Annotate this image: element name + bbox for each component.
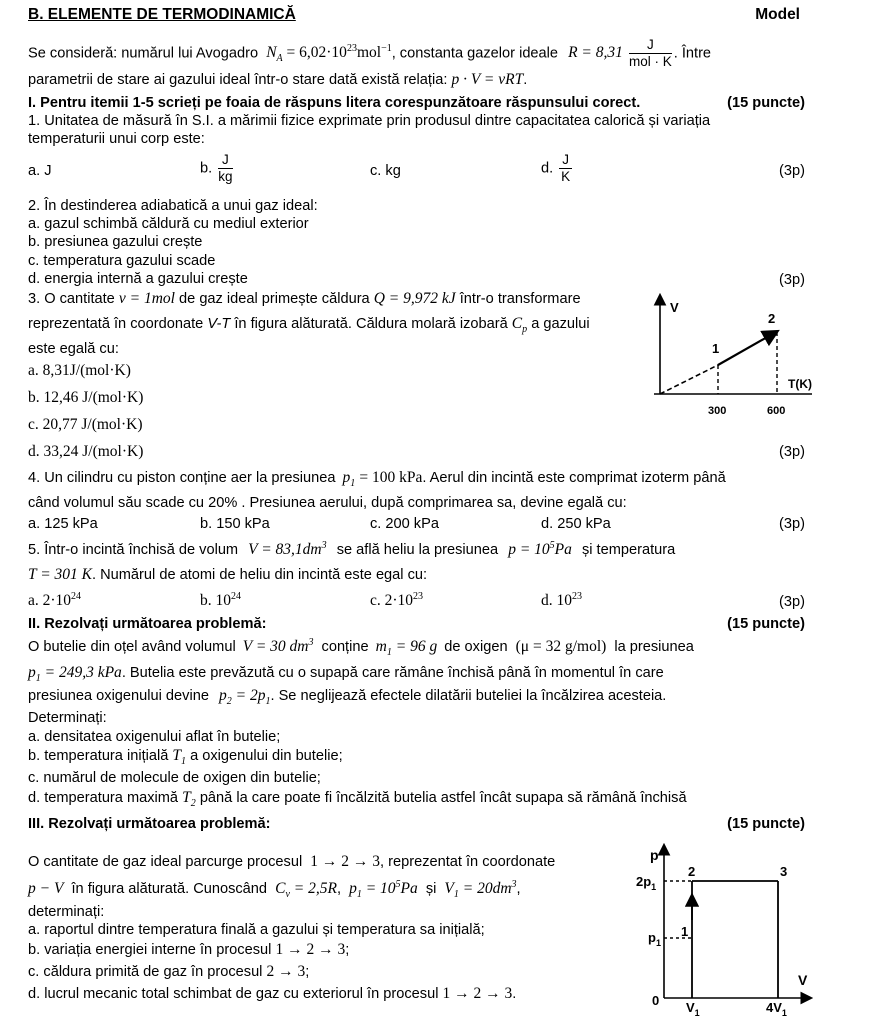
q3-option-d: d. 33,24 J/(mol·K) [28, 443, 144, 460]
q2-option-a: a. gazul schimbă căldură cu mediul exterior [28, 216, 309, 232]
p3-v1-sub: 1 [453, 889, 459, 901]
q3-text-1: 3. O cantitate [28, 291, 115, 307]
p2-item-d-text-2: până la care poate fi încălzită butelia astfel încât supapa să rămână închisă [199, 790, 687, 806]
q1-option-c: c. kg [370, 163, 401, 179]
q3-stem-line-2 [28, 315, 590, 336]
model-label: Model [755, 6, 800, 23]
q1-stem-line-2: temperaturii unui corp este: [28, 131, 205, 147]
p3-v1-value: = 20dm [462, 880, 512, 897]
gas-constant: R = 8,31 [568, 44, 623, 62]
q5-option-b-base: b. 10 [200, 592, 231, 609]
vt-graph [640, 290, 820, 420]
q4-pressure: = 100 kPa [359, 469, 423, 486]
q3-text-6: a gazului [531, 316, 590, 332]
p3-cv-value: = 2,5R [293, 880, 337, 897]
p2-item-b-text-2: a oxigenului din butelie; [190, 748, 343, 764]
intro-period: . [523, 72, 528, 88]
p3-item-b-end: ; [345, 942, 350, 958]
q3-text-4: reprezentată în coordonate [28, 316, 204, 332]
p2-t2-symbol: T [182, 789, 191, 806]
avogadro-exponent: 23 [346, 43, 357, 55]
vt-point-2-label: 2 [768, 311, 776, 326]
q1-points: (3p) [779, 163, 805, 179]
p3-text-3: în figura alăturată. Cunoscând [71, 881, 268, 897]
part3-title: III. Rezolvați următoarea problemă: [28, 816, 271, 832]
q5-stem-line-1 [28, 541, 675, 559]
q1-option-b-label: b. [200, 160, 213, 177]
p3-and: și [425, 881, 437, 897]
avogadro-unit: mol [356, 44, 382, 62]
q1-option-b [200, 152, 235, 185]
q5-option-d-base: d. 10 [541, 592, 572, 609]
q3-points: (3p) [779, 444, 805, 460]
vt-point-1-label: 1 [712, 341, 720, 356]
gas-constant-fraction [629, 37, 672, 70]
q3-option-c: c. 20,77 J/(mol·K) [28, 416, 143, 433]
q4-p-symbol: p [342, 469, 351, 486]
p3-item-a: a. raportul dintre temperatura finală a gazului și temperatura sa inițială; [28, 922, 485, 938]
p2-p1-symbol: p [28, 664, 36, 681]
p2-t1-sub: 1 [181, 756, 187, 768]
p2-line-1 [28, 636, 694, 659]
p2-volume-exp: 3 [308, 636, 314, 648]
p3-v1-symbol: V [444, 880, 454, 897]
p3-process: 1 → 2 → 3 [310, 853, 381, 870]
pv-y-label: p [650, 847, 659, 863]
q5-text-4: . Numărul de atomi de heliu din incintă este egal cu: [92, 567, 428, 583]
q3-heat: Q = 9,972 kJ [373, 290, 456, 307]
p3-item-b [28, 941, 349, 959]
p3-p1-symbol: p [349, 880, 357, 897]
q1-option-d-numerator: J [559, 152, 572, 169]
p2-p1-value: = 249,3 kPa [44, 664, 122, 681]
p2-text-6: presiunea oxigenului devine [28, 688, 209, 704]
q1-option-d-label: d. [541, 160, 554, 177]
p3-v1-exp: 3 [511, 878, 517, 890]
p3-item-d-text: d. lucrul mecanic total schimbat de gaz cu exteriorul în procesul [28, 986, 439, 1002]
vt-x-label: T(K) [788, 377, 812, 391]
p2-p2-sub: 2 [226, 696, 232, 708]
pv-origin-label: 0 [652, 993, 660, 1008]
avogadro-unit-exponent: −1 [381, 43, 392, 55]
p3-comma: , [516, 881, 521, 897]
ideal-gas-equation: p · V = νRT [451, 71, 524, 88]
p3-p1-exp: 5 [395, 878, 401, 890]
part1-title: I. Pentru itemii 1-5 scrieți pe foaia de răspuns litera corespunzătoare răspunsului corect. [28, 95, 641, 111]
p3-item-c-end: ; [305, 964, 310, 980]
q2-option-b: b. presiunea gazului crește [28, 234, 203, 250]
q4-option-a: a. 125 kPa [28, 516, 98, 532]
p3-cv-sub: v [285, 889, 290, 901]
pv-y-2p1-label: $2p_1$ [636, 874, 657, 892]
p2-item-a: a. densitatea oxigenului aflat în butelie; [28, 729, 281, 745]
p3-item-d-end: . [512, 986, 517, 1002]
p2-item-b [28, 747, 343, 768]
q5-text-2: se află heliu la presiunea [336, 542, 499, 558]
q2-option-c: c. temperatura gazului scade [28, 253, 216, 269]
q4-text-1: 4. Un cilindru cu piston conține aer la presiunea [28, 470, 336, 486]
intro-text-3: . Între [673, 45, 712, 62]
p3-text-1: O cantitate de gaz ideal parcurge procesul [28, 854, 303, 870]
q2-stem: 2. În destinderea adiabatică a unui gaz ideal: [28, 198, 318, 214]
q4-stem-line-1 [28, 469, 726, 490]
q5-temperature: T = 301 K [28, 566, 93, 583]
intro-line-2 [28, 71, 527, 89]
p2-p2-value: = 2p [235, 687, 266, 704]
intro-text-2: , constanta gazelor ideale [391, 45, 559, 62]
intro-text: Se consideră: numărul lui Avogadro [28, 45, 259, 62]
p2-volume: V = 30 dm [242, 638, 309, 655]
q4-p-subscript: 1 [350, 478, 356, 490]
pv-point-1-label: 1 [681, 924, 689, 939]
p3-line-1 [28, 853, 555, 871]
pv-x-v1-label: $V_1$ [686, 1000, 700, 1018]
p3-item-d-process: 1 → 2 → 3 [442, 985, 513, 1002]
q4-option-c: c. 200 kPa [370, 516, 439, 532]
p2-text-4: la presiunea [614, 639, 694, 655]
q5-option-c-base: c. 2·10 [370, 592, 414, 609]
p3-line-2: p − V în figura alăturată. Cunoscând $C_v = 2,5R$, $p_1 = 10^5Pa$ și $V_1 = 20dm^3$, [28, 878, 521, 901]
p2-t2-sub: 2 [190, 798, 196, 810]
p3-item-b-text: b. variația energiei interne în procesul [28, 942, 272, 958]
q5-option-a-exp: 24 [71, 590, 82, 602]
q3-text-3: într-o transformare [459, 291, 581, 307]
part3-points: (15 puncte) [727, 816, 805, 832]
intro-line-1 [28, 37, 711, 70]
avogadro-subscript: A [276, 53, 283, 65]
q5-option-c [370, 592, 423, 610]
p3-item-b-process: 1 → 2 → 3 [275, 941, 346, 958]
q3-amount: ν = 1mol [118, 290, 175, 307]
p2-line-2 [28, 664, 664, 685]
q5-option-a [28, 592, 81, 610]
gas-constant-numerator: J [629, 37, 672, 54]
p3-determine: determinați: [28, 904, 105, 920]
q3-cp-subscript: p [522, 324, 528, 336]
q5-points: (3p) [779, 594, 805, 610]
p2-mass-sub: 1 [386, 647, 392, 659]
pv-x-label: V [798, 972, 808, 988]
q5-pressure-unit: Pa [554, 541, 572, 558]
q5-option-a-base: a. 2·10 [28, 592, 72, 609]
p3-item-c-text: c. căldura primită de gaz în procesul [28, 964, 263, 980]
avogadro-symbol: N [266, 44, 277, 62]
q3-option-a: a. 8,31J/(mol·K) [28, 362, 131, 379]
p2-item-d [28, 789, 687, 810]
q3-coords: V-T [207, 316, 231, 332]
q1-option-b-numerator: J [218, 152, 232, 169]
p3-item-d [28, 985, 516, 1003]
p2-text-2: conține [321, 639, 369, 655]
vt-process-arrow [718, 332, 776, 365]
q5-option-c-exp: 23 [413, 590, 424, 602]
q3-text-2: de gaz ideal primește căldura [179, 291, 370, 307]
vt-dashed-line [660, 365, 718, 394]
part2-points: (15 puncte) [727, 616, 805, 632]
q5-pressure: p = 10 [508, 541, 550, 558]
vt-tick-300: 300 [708, 405, 727, 417]
q1-option-d-fraction [559, 152, 572, 185]
section-title: B. ELEMENTE DE TERMODINAMICĂ [28, 6, 296, 23]
q5-option-d [541, 592, 582, 610]
q5-volume-exp: 3 [321, 539, 327, 551]
p2-mass-symbol: m [375, 638, 387, 655]
q4-stem-line-2: când volumul său scade cu 20% . Presiunea aerului, după comprimarea sa, devine egală cu: [28, 495, 627, 511]
p3-p1-value: = 10 [365, 880, 396, 897]
p2-item-d-text: d. temperatura maximă [28, 790, 179, 806]
q5-text-1: 5. Într-o incintă închisă de volum [28, 542, 239, 558]
q3-stem-line-1 [28, 290, 581, 308]
p3-coords: p − V [28, 880, 64, 897]
p3-text-2: , reprezentat în coordonate [380, 854, 556, 870]
vt-y-label: V [670, 300, 679, 315]
p2-line-3 [28, 687, 667, 708]
p2-p2-value-sub: 1 [265, 696, 271, 708]
q2-points: (3p) [779, 272, 805, 288]
q1-option-a: a. J [28, 163, 52, 179]
q1-option-b-denominator: kg [218, 169, 233, 184]
p2-text-3: de oxigen [444, 639, 508, 655]
pv-x-4v1-label: $4V_1$ [766, 1000, 787, 1018]
p3-cv-symbol: C [275, 880, 286, 897]
q1-option-b-fraction [218, 152, 232, 185]
pv-y-p1-label: $p_1$ [648, 930, 661, 948]
q5-volume: V = 83,1dm [248, 541, 322, 558]
p3-item-c [28, 963, 309, 981]
q2-option-d: d. energia internă a gazului crește [28, 271, 248, 287]
q4-option-b: b. 150 kPa [200, 516, 270, 532]
pv-graph [630, 840, 820, 1021]
avogadro-value: = 6,02·10 [286, 44, 347, 62]
p2-determine: Determinați: [28, 710, 107, 726]
q5-option-b [200, 592, 241, 610]
q1-option-d-denominator: K [561, 169, 571, 184]
q5-option-d-exp: 23 [572, 590, 582, 602]
pv-point-3-label: 3 [780, 864, 788, 879]
part1-points: (15 puncte) [727, 95, 805, 111]
p2-text-1: O butelie din oțel având volumul [28, 639, 236, 655]
p2-p1-sub: 1 [35, 673, 41, 685]
q3-text-5: în figura alăturată. Căldura molară izobară [234, 316, 508, 332]
q3-option-b: b. 12,46 J/(mol·K) [28, 389, 144, 406]
p2-mass-value: = 96 g [395, 638, 438, 655]
q4-option-d: d. 250 kPa [541, 516, 611, 532]
p2-t1-symbol: T [172, 747, 182, 764]
p2-molar-mass: (μ = 32 g/mol) [515, 638, 607, 655]
q5-option-b-exp: 24 [231, 590, 241, 602]
p2-text-7: . Se neglijează efectele dilatării buteliei la încălzirea acesteia. [270, 688, 667, 704]
p3-p1-sub: 1 [356, 889, 362, 901]
p2-p2-symbol: p [219, 687, 227, 704]
q5-text-3: și temperatura [581, 542, 676, 558]
q3-stem-line-3: este egală cu: [28, 341, 119, 357]
gas-constant-denominator: mol · K [628, 54, 672, 69]
pv-point-2-label: 2 [688, 864, 696, 879]
vt-tick-600: 600 [767, 405, 786, 417]
p3-p1-unit: Pa [400, 880, 418, 897]
q5-pressure-exp: 5 [549, 539, 555, 551]
intro-text-4: parametrii de stare ai gazului ideal într-o stare dată există relația: [28, 72, 448, 88]
q1-stem-line-1: 1. Unitatea de măsură în S.I. a mărimii fizice exprimate prin produsul dintre capacitatea calorică și variația [28, 113, 711, 129]
part2-title: II. Rezolvați următoarea problemă: [28, 616, 267, 632]
q1-option-d [541, 152, 574, 185]
p2-item-c: c. numărul de molecule de oxigen din butelie; [28, 770, 321, 786]
q4-text-2: . Aerul din incintă este comprimat izoterm până [422, 470, 726, 486]
p2-text-5: . Butelia este prevăzută cu o supapă care rămâne închisă până în momentul în care [121, 665, 664, 681]
q5-stem-line-2 [28, 566, 427, 584]
q4-points: (3p) [779, 516, 805, 532]
q3-cp-symbol: C [511, 315, 523, 332]
p3-item-c-process: 2 → 3 [266, 963, 306, 980]
p2-item-b-text: b. temperatura inițială [28, 748, 169, 764]
